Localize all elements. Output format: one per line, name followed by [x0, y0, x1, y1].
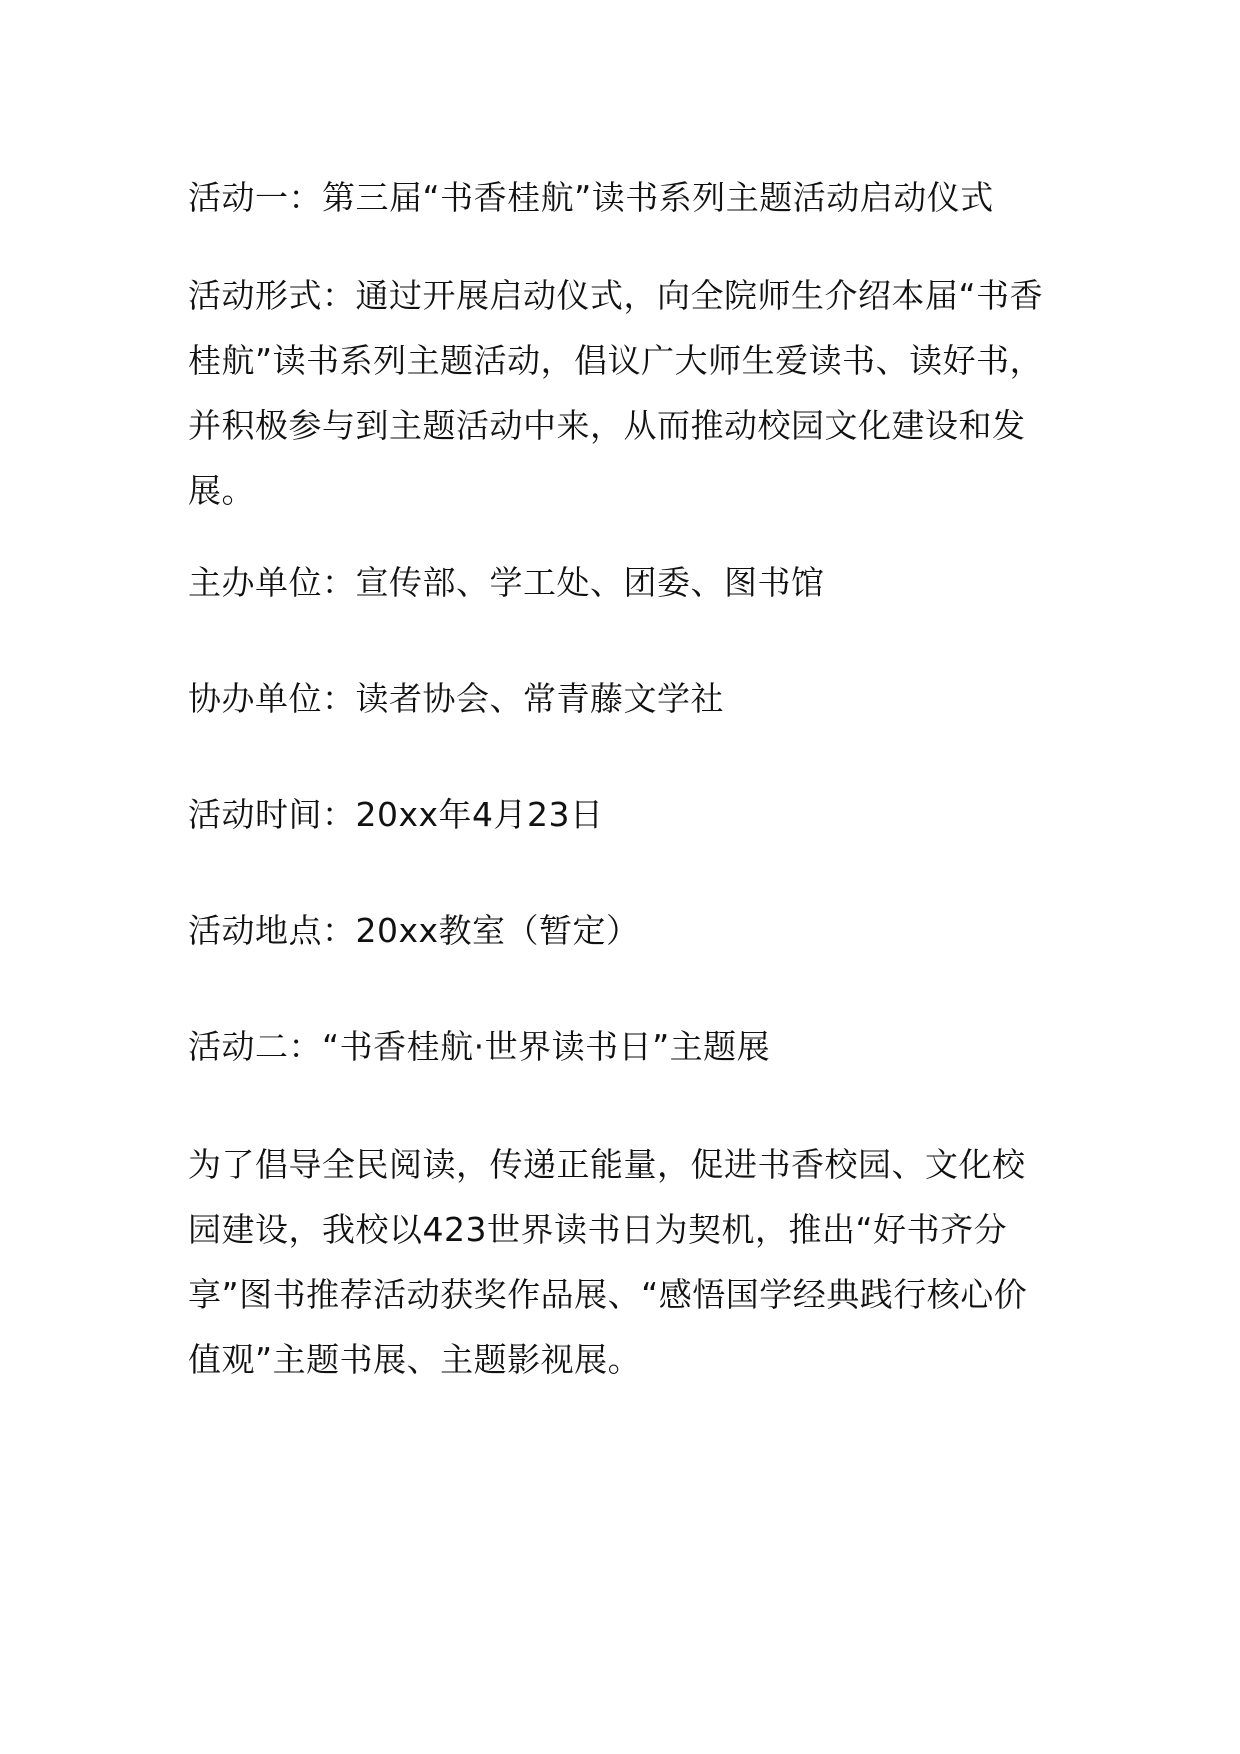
- activity2-title: 活动二：“书香桂航·世界读书日”主题展: [188, 1027, 771, 1066]
- activity-location-line: 活动地点：20xx教室（暂定）: [188, 911, 640, 950]
- organizer-line: 主办单位：宣传部、学工处、团委、图书馆: [188, 563, 825, 602]
- co-organizer-line: 协办单位：读者协会、常青藤文学社: [188, 679, 724, 718]
- activity-time-line: 活动时间：20xx年4月23日: [188, 795, 604, 834]
- activity2-description-paragraph: 为了倡导全民阅读，传递正能量，促进书香校园、文化校园建设，我校以423世界读书日为契机，推出“好书齐分享”图书推荐活动获奖作品展、“感悟国学经典践行核心价值观”主题书展、主题影视展。: [188, 1145, 1028, 1379]
- activity1-form-paragraph: 活动形式：通过开展启动仪式，向全院师生介绍本届“书香桂航”读书系列主题活动，倡议广大师生爱读书、读好书，并积极参与到主题活动中来，从而推动校园文化建设和发展。: [188, 276, 1044, 510]
- activity1-title: 活动一：第三届“书香桂航”读书系列主题活动启动仪式: [188, 178, 994, 217]
